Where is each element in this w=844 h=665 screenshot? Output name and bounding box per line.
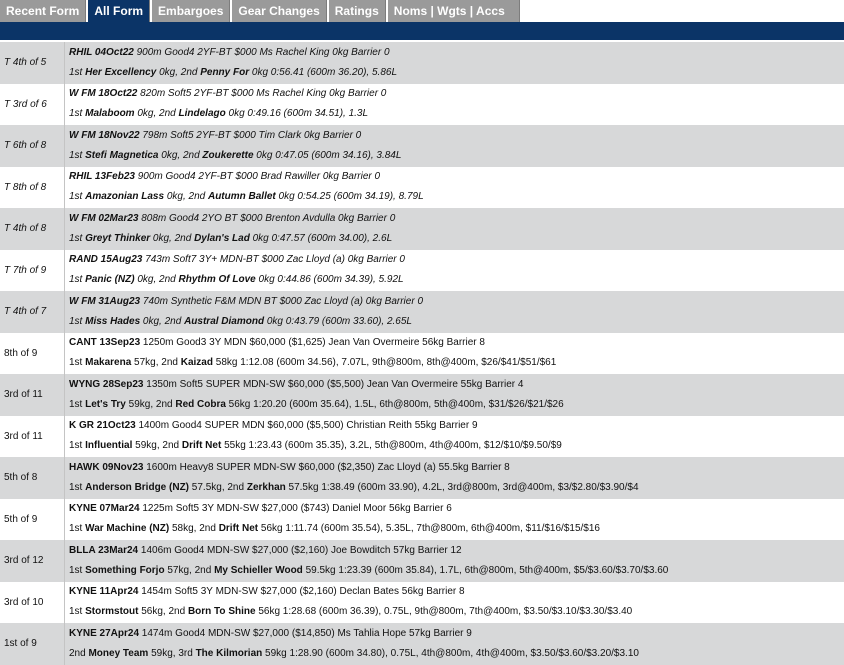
- weight-place: 57kg, 2nd: [131, 357, 181, 369]
- race-description: 740m Synthetic F&M MDN BT $000 Zac Lloyd (a) 0kg Barrier 0: [140, 295, 424, 307]
- first-horse: Malaboom: [85, 108, 135, 120]
- race-code: CANT 13Sep23: [69, 337, 141, 349]
- result-tail: 0kg 0:43.79 (600m 33.60), 2.65L: [264, 315, 412, 327]
- race-info-line: [69, 624, 844, 644]
- race-info-line: [69, 541, 844, 561]
- finish-position: T 3rd of 6: [0, 84, 65, 126]
- result-tail: 0kg 0:47.05 (600m 34.16), 3.84L: [253, 149, 402, 161]
- result-line: [69, 229, 844, 249]
- result-line: [69, 187, 844, 207]
- finish-position: T 6th of 8: [0, 125, 65, 167]
- result-tail: 56kg 1:20.20 (600m 35.64), 1.5L, 6th@800m, 5th@400m, $31/$26/$21/$26: [225, 398, 564, 410]
- result-tail: 0kg 0:44.86 (600m 34.39), 5.92L: [255, 274, 404, 286]
- result-tail: 0kg 0:47.57 (600m 34.00), 2.6L: [249, 232, 393, 244]
- race-code: W FM 18Nov22: [69, 129, 140, 141]
- race-code: W FM 02Mar23: [69, 212, 139, 224]
- race-details: [65, 623, 844, 665]
- result-line: [69, 519, 844, 539]
- weight-place: 59kg, 2nd: [125, 398, 176, 410]
- race-details: [65, 208, 844, 250]
- form-row[interactable]: [0, 374, 844, 416]
- form-row[interactable]: [0, 291, 844, 333]
- race-details: [65, 457, 844, 499]
- first-horse: Miss Hades: [85, 315, 141, 327]
- first-horse: Something Forjo: [85, 564, 165, 576]
- race-code: W FM 31Aug23: [69, 295, 141, 307]
- form-row[interactable]: [0, 623, 844, 665]
- second-horse: Penny For: [200, 66, 250, 78]
- first-horse: Let's Try: [85, 398, 126, 410]
- race-info-line: [69, 292, 844, 312]
- finish-position: T 4th of 8: [0, 208, 65, 250]
- race-description: 900m Good4 2YF-BT $000 Ms Rachel King 0kg Barrier 0: [133, 46, 390, 58]
- form-row[interactable]: [0, 457, 844, 499]
- race-details: [65, 125, 844, 167]
- second-horse: Zoukerette: [202, 149, 254, 161]
- form-row[interactable]: [0, 333, 844, 375]
- race-details: [65, 374, 844, 416]
- tab-all-form[interactable]: All Form: [88, 0, 150, 22]
- race-code: KYNE 11Apr24: [69, 586, 139, 598]
- race-info-line: [69, 126, 844, 146]
- race-info-line: [69, 43, 844, 63]
- form-row[interactable]: [0, 582, 844, 624]
- race-description: 1474m Good4 MDN-SW $27,000 ($14,850) Ms Tahlia Hope 57kg Barrier 9: [139, 627, 472, 639]
- race-code: BLLA 23Mar24: [69, 544, 139, 556]
- second-horse: Drift Net: [181, 440, 222, 452]
- weight-place: 59kg, 2nd: [132, 440, 182, 452]
- form-row[interactable]: [0, 84, 844, 126]
- first-horse: Influential: [85, 440, 133, 452]
- result-tail: 57.5kg 1:38.49 (600m 33.90), 4.2L, 3rd@800m, 3rd@400m, $3/$2.80/$3.90/$4: [285, 481, 639, 493]
- weight-place: 0kg, 2nd: [164, 191, 208, 203]
- race-info-line: [69, 499, 844, 519]
- race-info-line: [69, 375, 844, 395]
- second-horse: My Schieller Wood: [214, 564, 303, 576]
- weight-place: 0kg, 2nd: [140, 315, 185, 327]
- form-row[interactable]: [0, 125, 844, 167]
- race-info-line: [69, 209, 844, 229]
- finish-position: 5th of 9: [0, 499, 65, 541]
- second-horse: Dylan's Lad: [194, 232, 250, 244]
- race-code: K GR 21Oct23: [69, 420, 136, 432]
- result-line: [69, 353, 844, 373]
- finish-position: T 7th of 9: [0, 250, 65, 292]
- place-prefix: 1st: [69, 523, 86, 535]
- race-description: 1225m Soft5 3Y MDN-SW $27,000 ($743) Daniel Moor 56kg Barrier 6: [139, 503, 452, 515]
- form-row[interactable]: [0, 42, 844, 84]
- result-tail: 0kg 0:54.25 (600m 34.19), 8.79L: [275, 191, 424, 203]
- second-horse: Rhythm Of Love: [178, 274, 256, 286]
- tab-recent-form[interactable]: Recent Form: [0, 0, 86, 22]
- form-row[interactable]: [0, 250, 844, 292]
- race-details: [65, 416, 844, 458]
- race-description: 1454m Soft5 3Y MDN-SW $27,000 ($2,160) Declan Bates 56kg Barrier 8: [138, 586, 465, 598]
- race-info-line: [69, 250, 844, 270]
- first-horse: Her Excellency: [85, 66, 157, 78]
- race-description: 743m Soft7 3Y+ MDN-BT $000 Zac Lloyd (a) 0kg Barrier 0: [142, 254, 405, 266]
- race-details: [65, 250, 844, 292]
- first-horse: Stormstout: [85, 606, 139, 618]
- weight-place: 0kg, 2nd: [150, 232, 195, 244]
- tab-noms-wgts-accs[interactable]: Noms | Wgts | Accs: [388, 0, 520, 22]
- finish-position: 3rd of 12: [0, 540, 65, 582]
- place-prefix: 1st: [69, 357, 86, 369]
- finish-position: 3rd of 10: [0, 582, 65, 624]
- second-horse: The Kilmorian: [195, 647, 263, 659]
- weight-place: 57.5kg, 2nd: [189, 481, 247, 493]
- place-prefix: 1st: [69, 274, 86, 286]
- race-description: 900m Good4 2YF-BT $000 Brad Rawiller 0kg Barrier 0: [134, 171, 381, 183]
- race-description: 1400m Good4 SUPER MDN $60,000 ($5,500) Christian Reith 55kg Barrier 9: [135, 420, 478, 432]
- result-line: [69, 146, 844, 166]
- result-tail: 56kg 1:28.68 (600m 36.39), 0.75L, 9th@800m, 7th@400m, $3.50/$3.10/$3.30/$3.40: [255, 606, 633, 618]
- form-row[interactable]: [0, 416, 844, 458]
- place-prefix: 1st: [69, 191, 86, 203]
- result-tail: 0kg 0:49.16 (600m 34.51), 1.3L: [225, 108, 369, 120]
- race-description: 798m Soft5 2YF-BT $000 Tim Clark 0kg Barrier 0: [139, 129, 362, 141]
- race-details: [65, 499, 844, 541]
- second-horse: Lindelago: [178, 108, 226, 120]
- result-tail: 59.5kg 1:23.39 (600m 35.84), 1.7L, 6th@800m, 5th@400m, $5/$3.60/$3.70/$3.60: [302, 564, 669, 576]
- place-prefix: 1st: [69, 398, 86, 410]
- first-horse: War Machine (NZ): [85, 523, 170, 535]
- race-info-line: [69, 84, 844, 104]
- race-details: [65, 291, 844, 333]
- race-description: 1406m Good4 MDN-SW $27,000 ($2,160) Joe Bowditch 57kg Barrier 12: [138, 544, 462, 556]
- place-prefix: 1st: [69, 315, 86, 327]
- weight-place: 0kg, 2nd: [134, 108, 179, 120]
- place-prefix: 1st: [69, 606, 86, 618]
- race-description: 808m Good4 2YO BT $000 Brenton Avdulla 0kg Barrier 0: [138, 212, 396, 224]
- weight-place: 56kg, 2nd: [138, 606, 188, 618]
- result-line: [69, 395, 844, 415]
- race-code: RAND 15Aug23: [69, 254, 143, 266]
- result-line: [69, 104, 844, 124]
- first-horse: Panic (NZ): [85, 274, 135, 286]
- race-info-line: [69, 333, 844, 353]
- second-horse: Autumn Ballet: [207, 191, 276, 203]
- place-prefix: 1st: [69, 232, 86, 244]
- race-info-line: [69, 167, 844, 187]
- finish-position: 8th of 9: [0, 333, 65, 375]
- race-info-line: [69, 582, 844, 602]
- race-code: KYNE 27Apr24: [69, 627, 140, 639]
- place-prefix: 1st: [69, 440, 86, 452]
- race-info-line: [69, 416, 844, 436]
- race-code: W FM 18Oct22: [69, 88, 138, 100]
- place-prefix: 1st: [69, 564, 86, 576]
- place-prefix: 1st: [69, 149, 86, 161]
- result-line: [69, 561, 844, 581]
- first-horse: Anderson Bridge (NZ): [85, 481, 190, 493]
- weight-place: 58kg, 2nd: [169, 523, 219, 535]
- finish-position: T 4th of 7: [0, 291, 65, 333]
- first-horse: Makarena: [85, 357, 132, 369]
- header-bar: [0, 22, 844, 40]
- finish-position: T 8th of 8: [0, 167, 65, 209]
- finish-position: 3rd of 11: [0, 374, 65, 416]
- finish-position: 1st of 9: [0, 623, 65, 665]
- result-tail: 58kg 1:12.08 (600m 34.56), 7.07L, 9th@800m, 8th@400m, $26/$41/$51/$61: [212, 357, 557, 369]
- place-prefix: 2nd: [69, 647, 89, 659]
- tab-ratings[interactable]: Ratings: [329, 0, 386, 22]
- race-code: WYNG 28Sep23: [69, 378, 144, 390]
- weight-place: 0kg, 2nd: [158, 149, 203, 161]
- result-line: [69, 644, 844, 664]
- weight-place: 0kg, 2nd: [134, 274, 179, 286]
- first-horse: Money Team: [88, 647, 149, 659]
- result-tail: 56kg 1:11.74 (600m 35.54), 5.35L, 7th@800m, 6th@400m, $11/$16/$15/$16: [258, 523, 600, 535]
- result-line: [69, 602, 844, 622]
- second-horse: Austral Diamond: [184, 315, 265, 327]
- race-details: [65, 84, 844, 126]
- weight-place: 0kg, 2nd: [156, 66, 201, 78]
- race-description: 1250m Good3 3Y MDN $60,000 ($1,625) Jean Van Overmeire 56kg Barrier 8: [140, 337, 485, 349]
- first-horse: Greyt Thinker: [85, 232, 151, 244]
- race-description: 1600m Heavy8 SUPER MDN-SW $60,000 ($2,350) Zac Lloyd (a) 55.5kg Barrier 8: [143, 461, 510, 473]
- result-line: [69, 270, 844, 290]
- tab-embargoes[interactable]: Embargoes: [152, 0, 230, 22]
- race-code: KYNE 07Mar24: [69, 503, 140, 515]
- result-tail: 55kg 1:23.43 (600m 35.35), 3.2L, 5th@800m, 4th@400m, $12/$10/$9.50/$9: [221, 440, 562, 452]
- first-horse: Stefi Magnetica: [85, 149, 159, 161]
- place-prefix: 1st: [69, 481, 86, 493]
- form-row[interactable]: [0, 167, 844, 209]
- place-prefix: 1st: [69, 66, 86, 78]
- form-table: [0, 42, 844, 665]
- result-line: [69, 312, 844, 332]
- place-prefix: 1st: [69, 108, 86, 120]
- second-horse: Zerkhan: [246, 481, 286, 493]
- race-code: RHIL 04Oct22: [69, 46, 134, 58]
- second-horse: Drift Net: [218, 523, 259, 535]
- form-row[interactable]: [0, 540, 844, 582]
- race-details: [65, 582, 844, 624]
- race-details: [65, 42, 844, 84]
- form-tabs: [0, 0, 844, 22]
- first-horse: Amazonian Lass: [85, 191, 165, 203]
- race-details: [65, 333, 844, 375]
- race-code: HAWK 09Nov23: [69, 461, 144, 473]
- race-details: [65, 540, 844, 582]
- race-description: 820m Soft5 2YF-BT $000 Ms Rachel King 0kg Barrier 0: [137, 88, 387, 100]
- result-tail: 59kg 1:28.90 (600m 34.80), 0.75L, 4th@800m, 4th@400m, $3.50/$3.60/$3.20/$3.10: [262, 647, 639, 659]
- finish-position: T 4th of 5: [0, 42, 65, 84]
- weight-place: 57kg, 2nd: [164, 564, 215, 576]
- race-code: RHIL 13Feb23: [69, 171, 135, 183]
- race-description: 1350m Soft5 SUPER MDN-SW $60,000 ($5,500) Jean Van Overmeire 55kg Barrier 4: [143, 378, 524, 390]
- second-horse: Kaizad: [180, 357, 213, 369]
- second-horse: Red Cobra: [175, 398, 226, 410]
- result-line: [69, 478, 844, 498]
- race-details: [65, 167, 844, 209]
- second-horse: Born To Shine: [187, 606, 256, 618]
- form-row[interactable]: [0, 499, 844, 541]
- finish-position: 3rd of 11: [0, 416, 65, 458]
- result-line: [69, 63, 844, 83]
- race-info-line: [69, 458, 844, 478]
- result-line: [69, 436, 844, 456]
- weight-place: 59kg, 3rd: [148, 647, 196, 659]
- form-row[interactable]: [0, 208, 844, 250]
- tab-gear-changes[interactable]: Gear Changes: [232, 0, 326, 22]
- finish-position: 5th of 8: [0, 457, 65, 499]
- result-tail: 0kg 0:56.41 (600m 36.20), 5.86L: [249, 66, 398, 78]
